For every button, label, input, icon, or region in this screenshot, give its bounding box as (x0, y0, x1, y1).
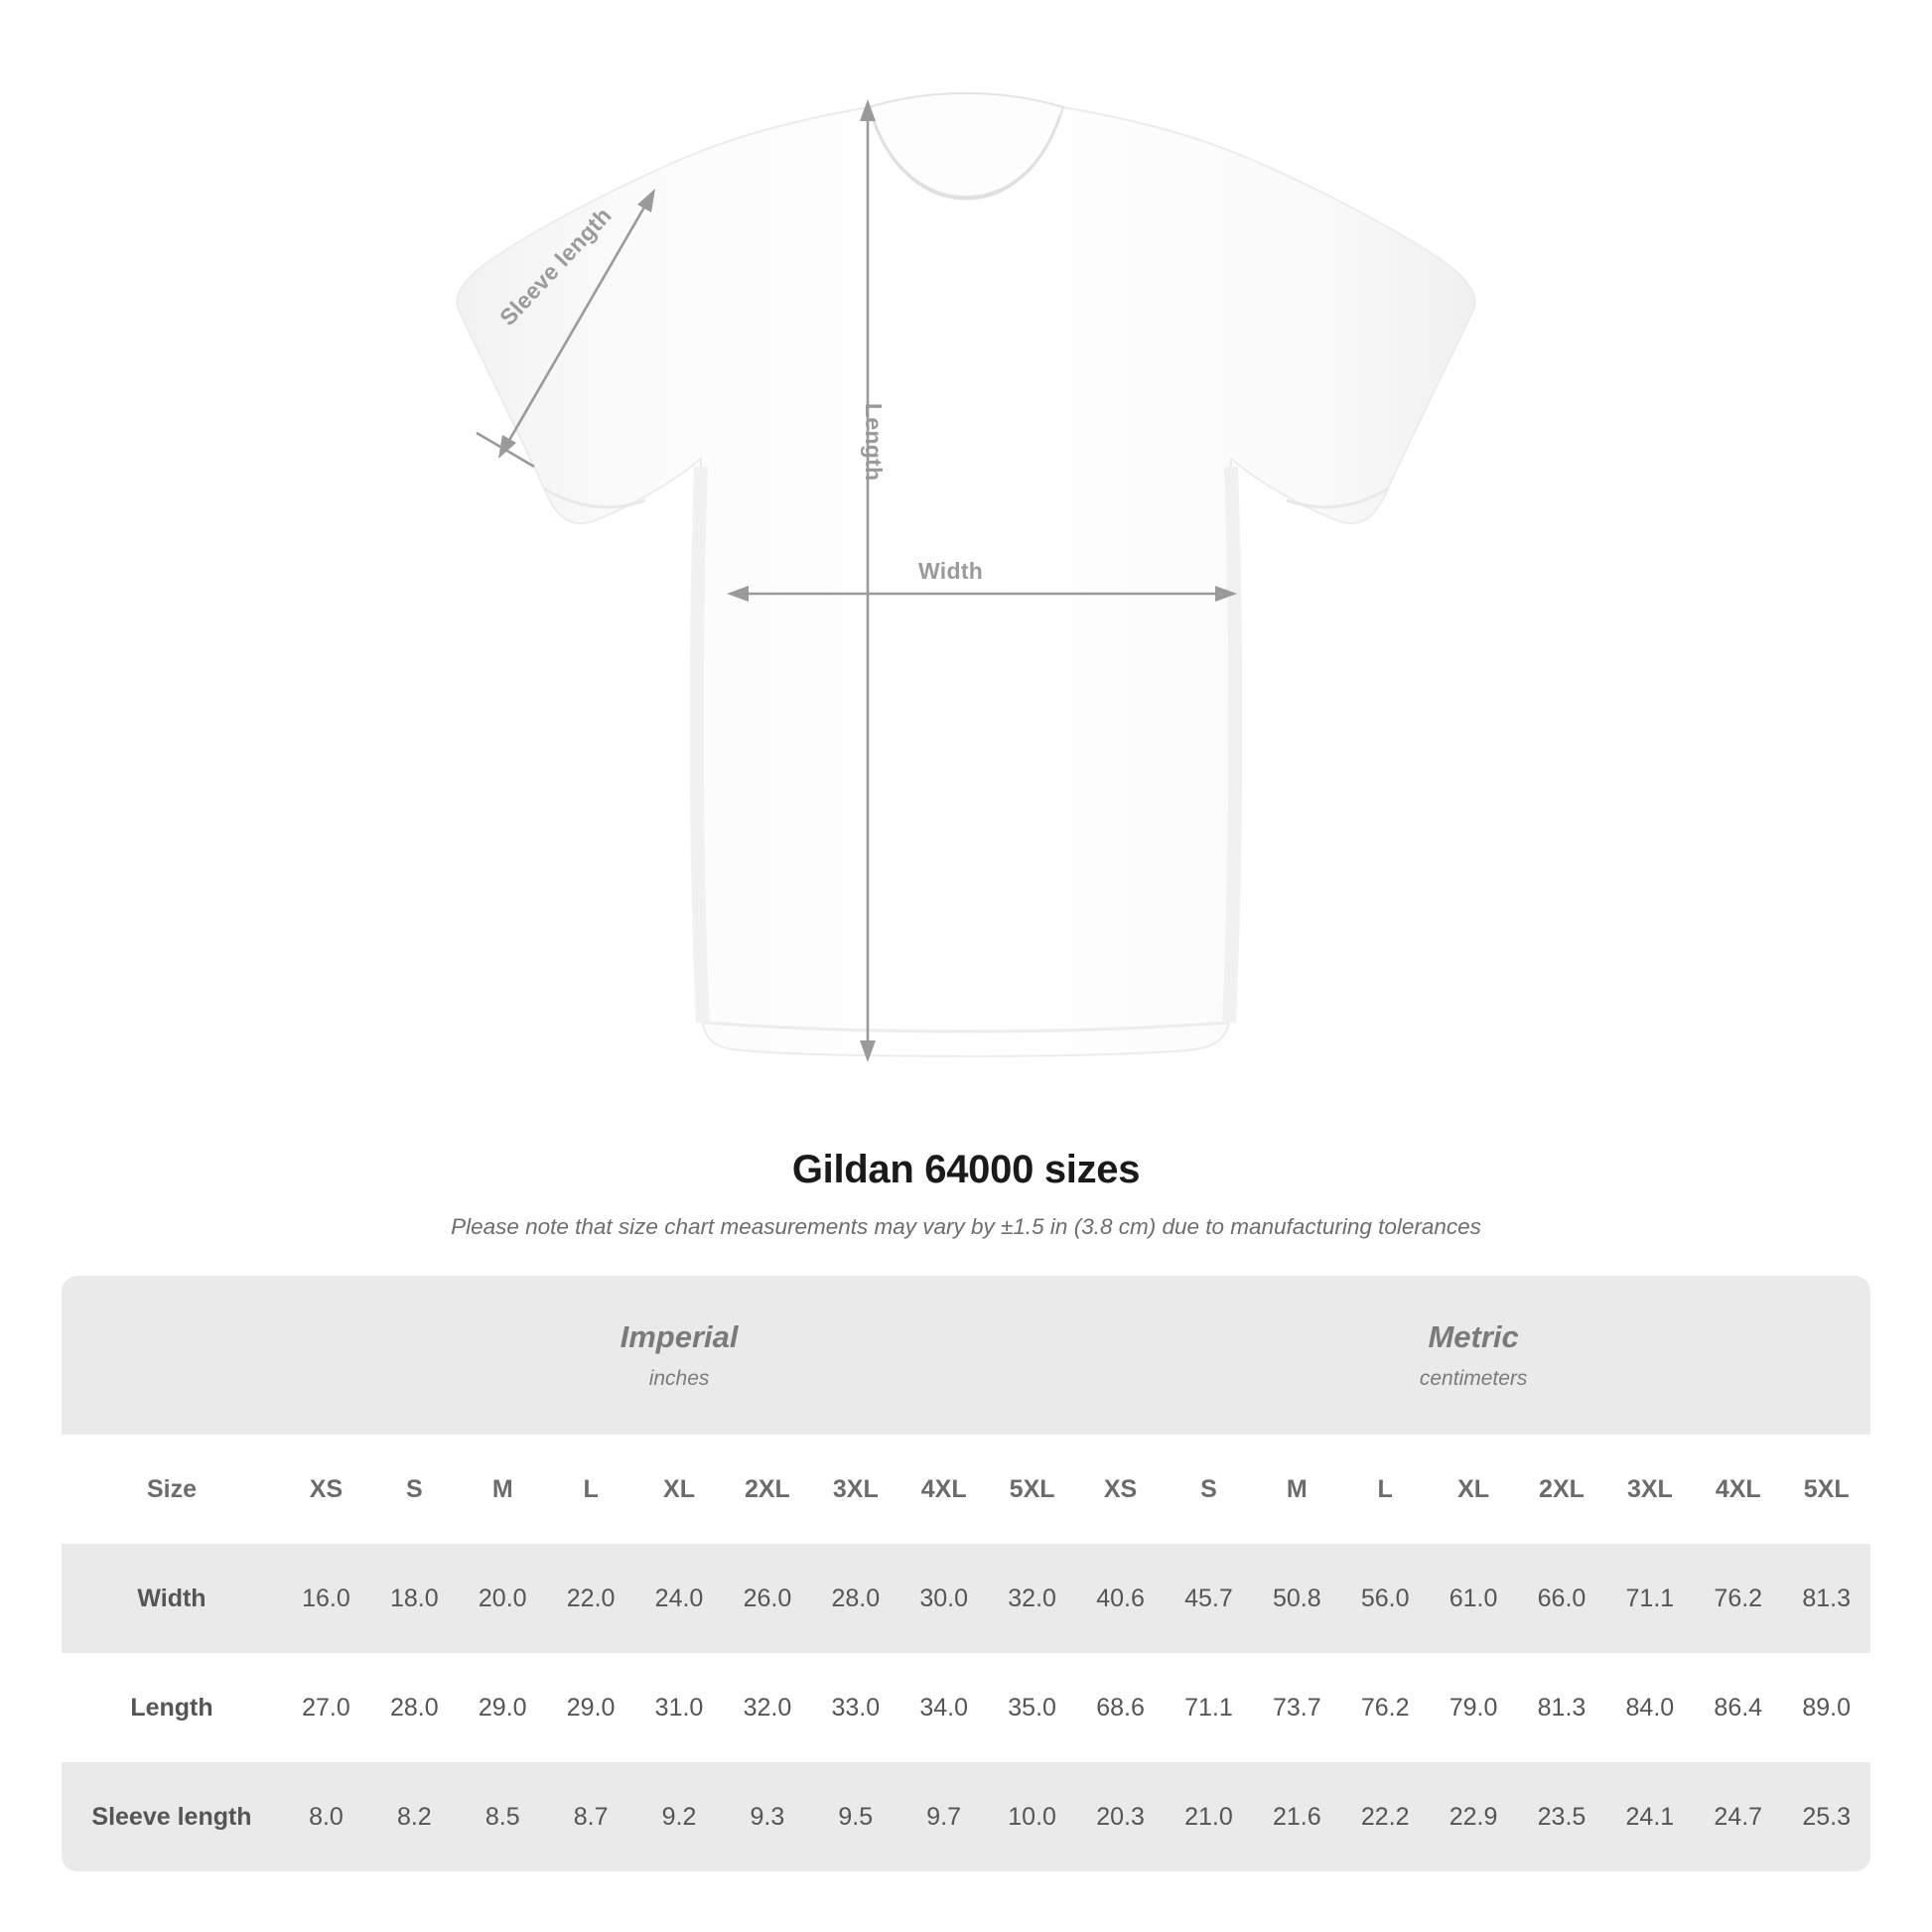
table-cell: 89.0 (1782, 1653, 1870, 1762)
table-cell: 20.3 (1076, 1762, 1165, 1871)
unit-row-spacer (62, 1276, 282, 1435)
size-column-header: S (1165, 1435, 1253, 1544)
table-cell: 8.7 (547, 1762, 635, 1871)
table-cell: 8.5 (459, 1762, 547, 1871)
size-column-header: 5XL (988, 1435, 1076, 1544)
table-cell: 27.0 (282, 1653, 370, 1762)
table-cell: 32.0 (988, 1544, 1076, 1653)
table-cell: 9.5 (811, 1762, 899, 1871)
table-cell: 81.3 (1782, 1544, 1870, 1653)
table-cell: 76.2 (1341, 1653, 1430, 1762)
table-cell: 22.0 (547, 1544, 635, 1653)
unit-name: Metric (1428, 1319, 1519, 1354)
size-column-header: 4XL (899, 1435, 988, 1544)
table-cell: 18.0 (370, 1544, 459, 1653)
table-cell: 21.0 (1165, 1762, 1253, 1871)
table-row (62, 1762, 1870, 1871)
table-cell: 22.2 (1341, 1762, 1430, 1871)
size-column-header: M (1253, 1435, 1341, 1544)
length-label: Length (861, 403, 887, 482)
size-column-header: S (370, 1435, 459, 1544)
size-column-header: L (1341, 1435, 1430, 1544)
table-cell: 26.0 (723, 1544, 811, 1653)
size-column-header: L (547, 1435, 635, 1544)
table-cell: 25.3 (1782, 1762, 1870, 1871)
size-column-header: XS (282, 1435, 370, 1544)
size-row-header: Size (62, 1435, 282, 1544)
table-cell: 33.0 (811, 1653, 899, 1762)
table-cell: 9.7 (899, 1762, 988, 1871)
table-cell: 29.0 (459, 1653, 547, 1762)
size-column-header: 3XL (811, 1435, 899, 1544)
row-header-length: Length (62, 1653, 282, 1762)
table-row (62, 1544, 1870, 1653)
table-cell: 20.0 (459, 1544, 547, 1653)
table-cell: 8.2 (370, 1762, 459, 1871)
table-cell: 32.0 (723, 1653, 811, 1762)
size-column-header: XL (635, 1435, 724, 1544)
width-label: Width (918, 558, 984, 584)
table-cell: 22.9 (1430, 1762, 1518, 1871)
table-cell: 79.0 (1430, 1653, 1518, 1762)
table-cell: 56.0 (1341, 1544, 1430, 1653)
table-cell: 21.6 (1253, 1762, 1341, 1871)
size-column-header: 4XL (1694, 1435, 1782, 1544)
unit-subtitle: centimeters (1419, 1367, 1528, 1390)
size-header-row (62, 1435, 1870, 1544)
unit-header-metric (1076, 1276, 1870, 1435)
table-cell: 71.1 (1165, 1653, 1253, 1762)
tolerance-note: Please note that size chart measurements may vary by ±1.5 in (3.8 cm) due to manufacturing tolerances (451, 1214, 1481, 1239)
table-cell: 23.5 (1518, 1762, 1606, 1871)
table-cell: 68.6 (1076, 1653, 1165, 1762)
table-cell: 30.0 (899, 1544, 988, 1653)
table-cell: 61.0 (1430, 1544, 1518, 1653)
table-cell: 50.8 (1253, 1544, 1341, 1653)
table-cell: 28.0 (370, 1653, 459, 1762)
table-row (62, 1653, 1870, 1762)
table-cell: 66.0 (1518, 1544, 1606, 1653)
size-chart-table (62, 1276, 1870, 1871)
table-cell: 45.7 (1165, 1544, 1253, 1653)
page-title: Gildan 64000 sizes (791, 1148, 1141, 1191)
row-header-width: Width (62, 1544, 282, 1653)
table-cell: 8.0 (282, 1762, 370, 1871)
size-column-header: M (459, 1435, 547, 1544)
unit-header-row (62, 1276, 1870, 1435)
size-column-header: XS (1076, 1435, 1165, 1544)
table-cell: 86.4 (1694, 1653, 1782, 1762)
table-cell: 31.0 (635, 1653, 724, 1762)
table-cell: 16.0 (282, 1544, 370, 1653)
table-cell: 35.0 (988, 1653, 1076, 1762)
table-cell: 76.2 (1694, 1544, 1782, 1653)
unit-header-imperial (282, 1276, 1076, 1435)
table-cell: 24.1 (1605, 1762, 1694, 1871)
table-cell: 40.6 (1076, 1544, 1165, 1653)
table-cell: 28.0 (811, 1544, 899, 1653)
sleeve-length-label: Sleeve length (494, 202, 617, 331)
table-cell: 24.0 (635, 1544, 724, 1653)
table-cell: 9.2 (635, 1762, 724, 1871)
table-cell: 10.0 (988, 1762, 1076, 1871)
size-column-header: 3XL (1605, 1435, 1694, 1544)
table-cell: 84.0 (1605, 1653, 1694, 1762)
unit-subtitle: inches (648, 1367, 710, 1390)
table-cell: 71.1 (1605, 1544, 1694, 1653)
table-cell: 81.3 (1518, 1653, 1606, 1762)
size-column-header: XL (1430, 1435, 1518, 1544)
unit-name: Imperial (620, 1319, 739, 1354)
table-cell: 24.7 (1694, 1762, 1782, 1871)
table-cell: 9.3 (723, 1762, 811, 1871)
title-block (0, 1148, 1932, 1240)
table-cell: 29.0 (547, 1653, 635, 1762)
table-cell: 73.7 (1253, 1653, 1341, 1762)
size-column-header: 2XL (1518, 1435, 1606, 1544)
size-column-header: 5XL (1782, 1435, 1870, 1544)
size-column-header: 2XL (723, 1435, 811, 1544)
row-header-sleeve-length: Sleeve length (62, 1762, 282, 1871)
table-cell: 34.0 (899, 1653, 988, 1762)
